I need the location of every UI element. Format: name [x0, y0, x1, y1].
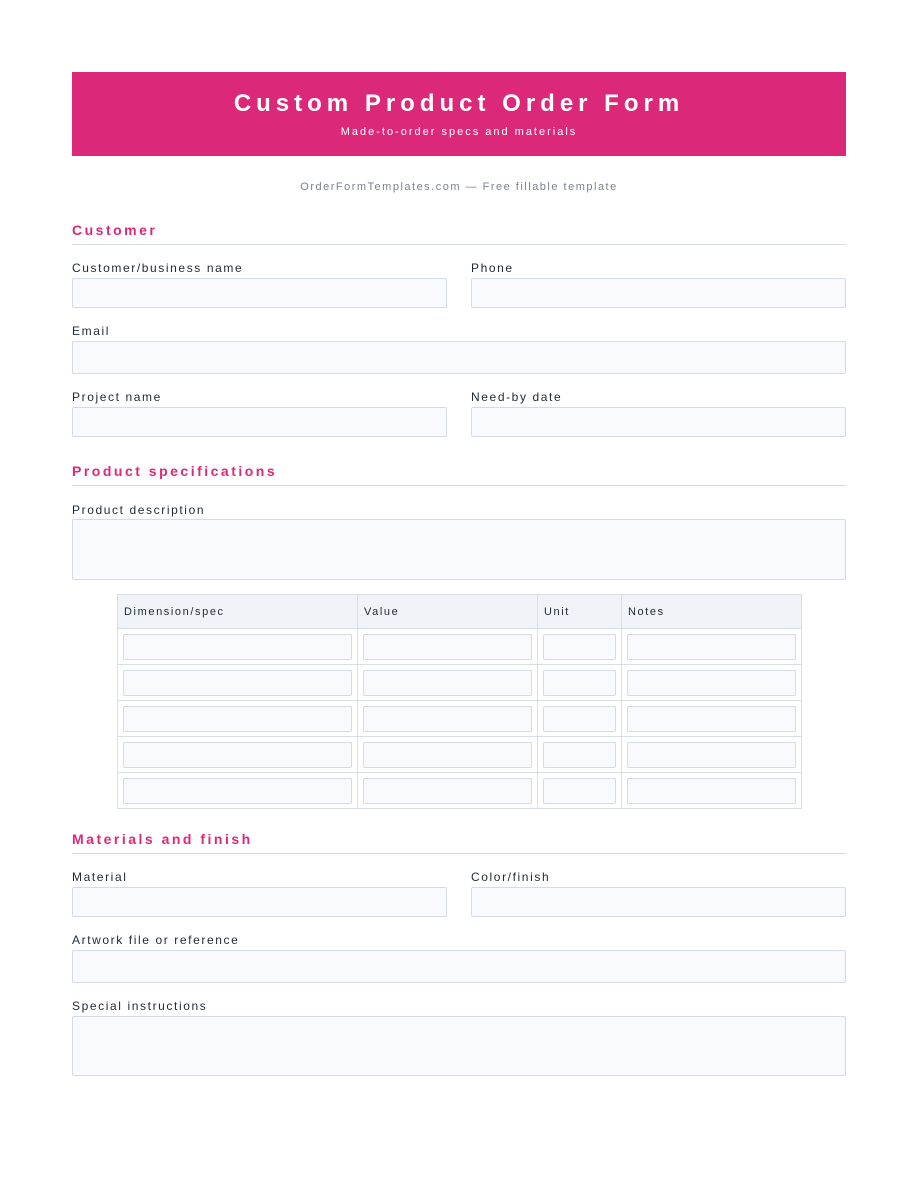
value-input[interactable] [363, 742, 532, 768]
value-input[interactable] [363, 670, 532, 696]
color-finish-label: Color/finish [471, 870, 551, 884]
unit-input[interactable] [543, 670, 616, 696]
email-field[interactable] [72, 341, 846, 374]
material-label: Material [72, 870, 128, 884]
section-title-product: Product specifications [72, 463, 846, 486]
business-name-field[interactable] [72, 278, 447, 308]
unit-input[interactable] [543, 778, 616, 804]
form-title: Custom Product Order Form [233, 90, 685, 117]
dimension-input[interactable] [123, 706, 352, 732]
dimension-input[interactable] [123, 670, 352, 696]
special-instructions-field[interactable] [72, 1016, 846, 1076]
value-input[interactable] [363, 634, 532, 660]
column-header-unit: Unit [538, 595, 622, 629]
section-title-customer: Customer [72, 222, 846, 245]
specs-table [117, 594, 802, 809]
notes-input[interactable] [627, 634, 796, 660]
table-row [118, 701, 802, 737]
color-finish-field[interactable] [471, 887, 846, 917]
form-header [72, 72, 846, 156]
material-field[interactable] [72, 887, 447, 917]
project-name-field[interactable] [72, 407, 447, 437]
table-row [118, 737, 802, 773]
business-name-label: Customer/business name [72, 261, 244, 275]
column-header-dimension: Dimension/spec [118, 595, 358, 629]
value-input[interactable] [363, 706, 532, 732]
notes-input[interactable] [627, 670, 796, 696]
dimension-input[interactable] [123, 742, 352, 768]
special-instructions-label: Special instructions [72, 999, 208, 1013]
product-description-label: Product description [72, 503, 206, 517]
product-description-field[interactable] [72, 519, 846, 580]
notes-input[interactable] [627, 742, 796, 768]
section-title-materials: Materials and finish [72, 831, 846, 854]
unit-input[interactable] [543, 742, 616, 768]
template-credit: OrderFormTemplates.com — Free fillable template [300, 181, 618, 193]
notes-input[interactable] [627, 706, 796, 732]
value-input[interactable] [363, 778, 532, 804]
notes-input[interactable] [627, 778, 796, 804]
phone-field[interactable] [471, 278, 846, 308]
need-by-date-field[interactable] [471, 407, 846, 437]
form-subtitle: Made-to-order specs and materials [340, 126, 578, 138]
dimension-input[interactable] [123, 778, 352, 804]
need-by-date-label: Need-by date [471, 390, 563, 404]
table-row [118, 629, 802, 665]
table-row [118, 665, 802, 701]
email-label: Email [72, 324, 111, 338]
dimension-input[interactable] [123, 634, 352, 660]
phone-label: Phone [471, 261, 514, 275]
table-row [118, 773, 802, 809]
column-header-value: Value [358, 595, 538, 629]
unit-input[interactable] [543, 706, 616, 732]
project-name-label: Project name [72, 390, 162, 404]
specs-header-row [118, 595, 802, 629]
column-header-notes: Notes [622, 595, 802, 629]
artwork-label: Artwork file or reference [72, 933, 240, 947]
artwork-field[interactable] [72, 950, 846, 983]
unit-input[interactable] [543, 634, 616, 660]
